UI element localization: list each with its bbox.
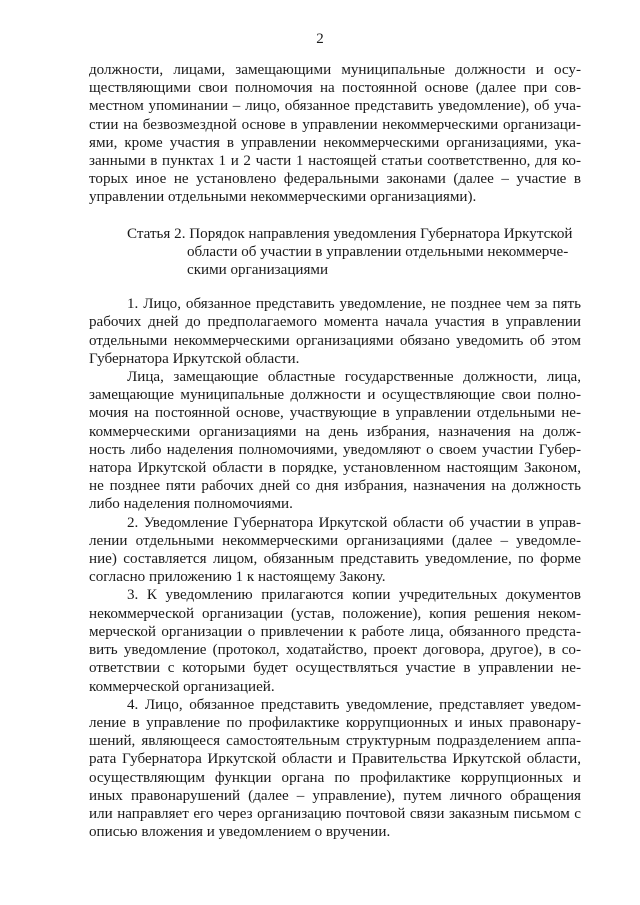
text-line: ние) составляется лицом, обязанным представить уведомление, по форме (89, 551, 581, 568)
text-line: замещающие муниципальные должности и осуществляющие свои полно- (89, 387, 581, 404)
text-line: ями, кроме участия в управлении некоммерческими организациями, ука- (89, 134, 581, 151)
text-line: ность либо наделения полномочиями, уведомляют о своем участии Губер- (89, 441, 581, 458)
text-line: иных правонарушений (далее – управление), путем личного обращения (89, 787, 581, 804)
text-line: осуществляющим функции органа по профилактике коррупционных и (89, 769, 581, 786)
text-line: должности, лицами, замещающими муниципальные должности и осу- (89, 62, 581, 78)
text-line: ление в управление по профилактике коррупционных и иных правонару- (89, 714, 581, 731)
intro-paragraph (89, 61, 581, 207)
text-line: местном упоминании – лицо, обязанное представить уведомление), об уча- (89, 98, 581, 115)
text-line: шений, являющееся самостоятельным структурным подразделением аппа- (89, 733, 581, 750)
text-line: занными в пунктах 1 и 2 части 1 настоящей статьи соответственно, для ко- (89, 153, 581, 170)
article-heading (89, 225, 581, 280)
paragraph-1-cont (89, 368, 581, 514)
text-line: 1. Лицо, обязанное представить уведомление, не позднее чем за пять (127, 296, 581, 313)
paragraph-2 (89, 514, 581, 587)
text-line: согласно приложению 1 к настоящему Закону. (89, 569, 386, 586)
text-line: коммерческими организациями на день избрания, назначения на долж- (89, 423, 581, 440)
article-title-line: Статья 2. Порядок направления уведомления Губернатора Иркутской (127, 225, 573, 242)
text-line: 2. Уведомление Губернатора Иркутской области об участии в управ- (127, 514, 581, 531)
text-line: некоммерческой организации (устав, положение), копия решения неком- (89, 605, 581, 622)
text-line: Губернатора Иркутской области. (89, 350, 300, 367)
text-line: Лица, замещающие областные государственные должности, лица, (127, 369, 581, 386)
paragraph-1 (89, 295, 581, 368)
text-line: коммерческой организацией. (89, 678, 275, 695)
text-line: вить уведомление (протокол, ходатайство, проект договора, другое), в со- (89, 642, 581, 659)
text-line: управлении отдельными некоммерческими организациями). (89, 189, 477, 206)
text-line: мочия на постоянной основе, участвующие в управлении отдельными не- (89, 405, 581, 422)
text-line: либо наделения полномочиями. (89, 496, 293, 513)
text-line: ществляющими свои полномочия на постоянной основе (далее при сов- (89, 80, 581, 97)
text-line: 3. К уведомлению прилагаются копии учредительных документов (127, 587, 581, 604)
text-line: ответствии с которыми будет осуществляться участие в управлении не- (89, 660, 581, 677)
text-line: не позднее пяти рабочих дней со дня избрания, назначения на должность (89, 478, 581, 495)
paragraph-4 (89, 696, 581, 842)
text-line: мерческой организации о привлечении к работе лица, обязанного предста- (89, 623, 581, 640)
document-body (89, 61, 581, 841)
article-title-line: скими организациями (187, 262, 329, 279)
text-line: рата Губернатора Иркутской области и Правительства Иркутской области, (89, 751, 581, 768)
paragraph-3 (89, 586, 581, 695)
text-line: натора Иркутской области в порядке, установленном настоящим Законом, (89, 460, 581, 477)
text-line: 4. Лицо, обязанное представить уведомление, представляет уведом- (127, 696, 581, 713)
text-line: лении отдельными некоммерческими организациями (далее – уведомле- (89, 532, 581, 549)
text-line: или направляет его через организацию почтовой связи заказным письмом с (89, 805, 581, 822)
article-title-line: области об участии в управлении отдельными некоммерче- (187, 243, 569, 260)
text-line: стии на безвозмездной основе в управлении некоммерческими организаци- (89, 116, 581, 133)
text-line: рабочих дней до предполагаемого момента начала участия в управлении (89, 314, 581, 331)
text-line: отдельными некоммерческими организациями обязано уведомить об этом (89, 332, 581, 349)
text-line: описью вложения и уведомлением о вручении. (89, 824, 391, 841)
page-number: 2 (316, 31, 324, 47)
text-line: торых иное не установлено федеральными законами (далее – участие в (89, 171, 581, 188)
